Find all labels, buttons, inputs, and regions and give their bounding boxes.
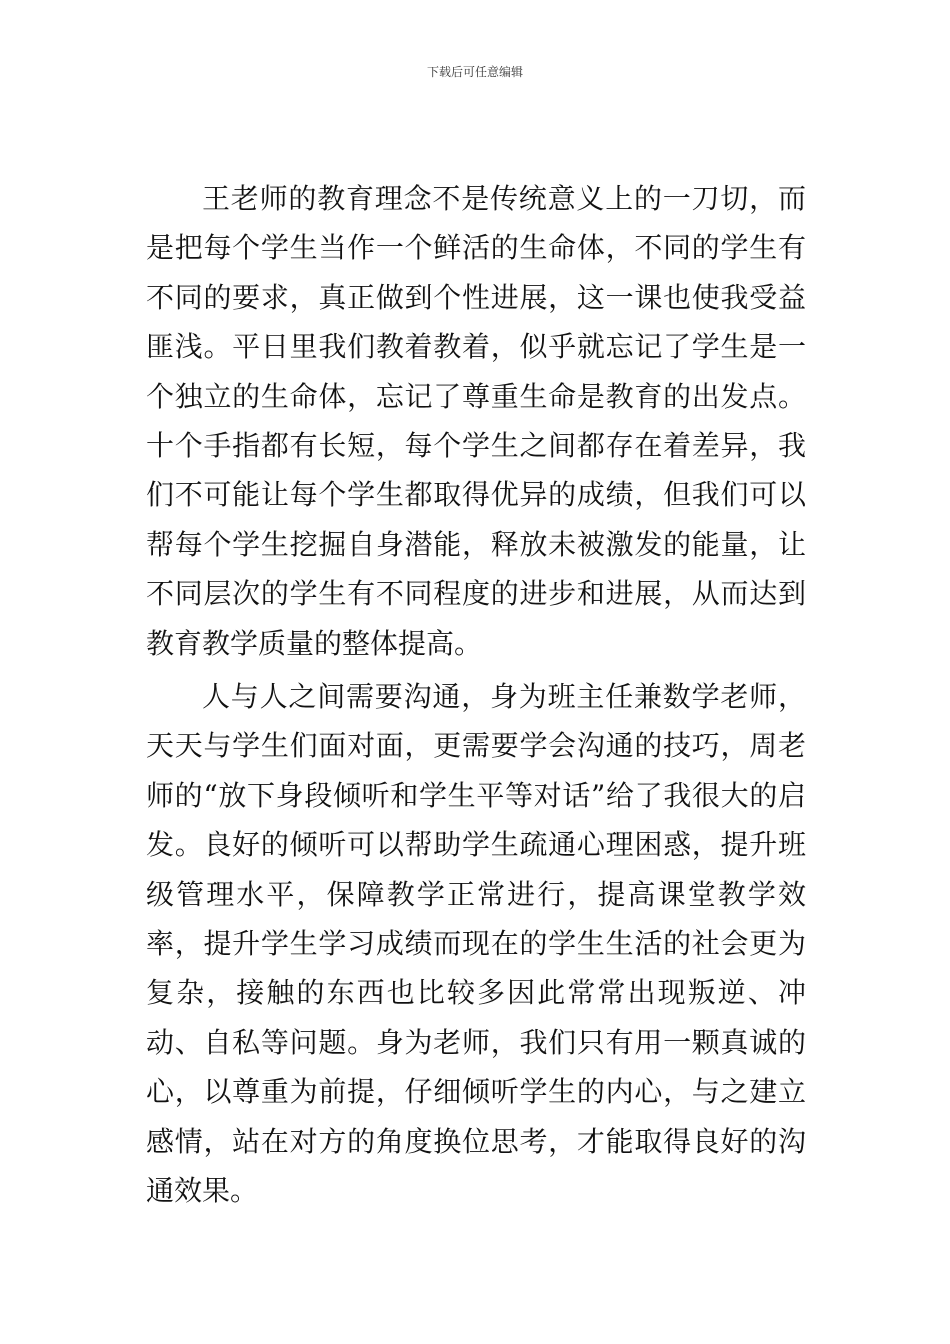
paragraph-1: 王老师的教育理念不是传统意义上的一刀切，而是把每个学生当作一个鲜活的生命体，不同的学生有不同的要求，真正做到个性进展，这一课也使我受益匪浅。平日里我们教着教着，似乎就忘记了学生是一个独立的生命体，忘记了尊重生命是教育的出发点。十个手指都有长短，每个学生之间都存在着差异，我们不可能让每个学生都取得优异的成绩，但我们可以帮每个学生挖掘自身潜能，释放未被激发的能量，让不同层次的学生有不同程度的进步和进展，从而达到教育教学质量的整体提高。 [146, 182, 806, 660]
page-header: 下载后可任意编辑 [426, 65, 523, 79]
paragraph-2: 人与人之间需要沟通，身为班主任兼数学老师，天天与学生们面对面，更需要学会沟通的技巧，周老师的“放下身段倾听和学生平等对话”给了我很大的启发。良好的倾听可以帮助学生疏通心理困惑，提升班级管理水平，保障教学正常进行，提高课堂教学效率，提升学生学习成绩而现在的学生生活的社会更为复杂，接触的东西也比较多因此常常出现叛逆、冲动、自私等问题。身为老师，我们只有用一颗真诚的心，以尊重为前提，仔细倾听学生的内心，与之建立感情，站在对方的角度换位思考，才能取得良好的沟通效果。 [146, 680, 806, 1208]
